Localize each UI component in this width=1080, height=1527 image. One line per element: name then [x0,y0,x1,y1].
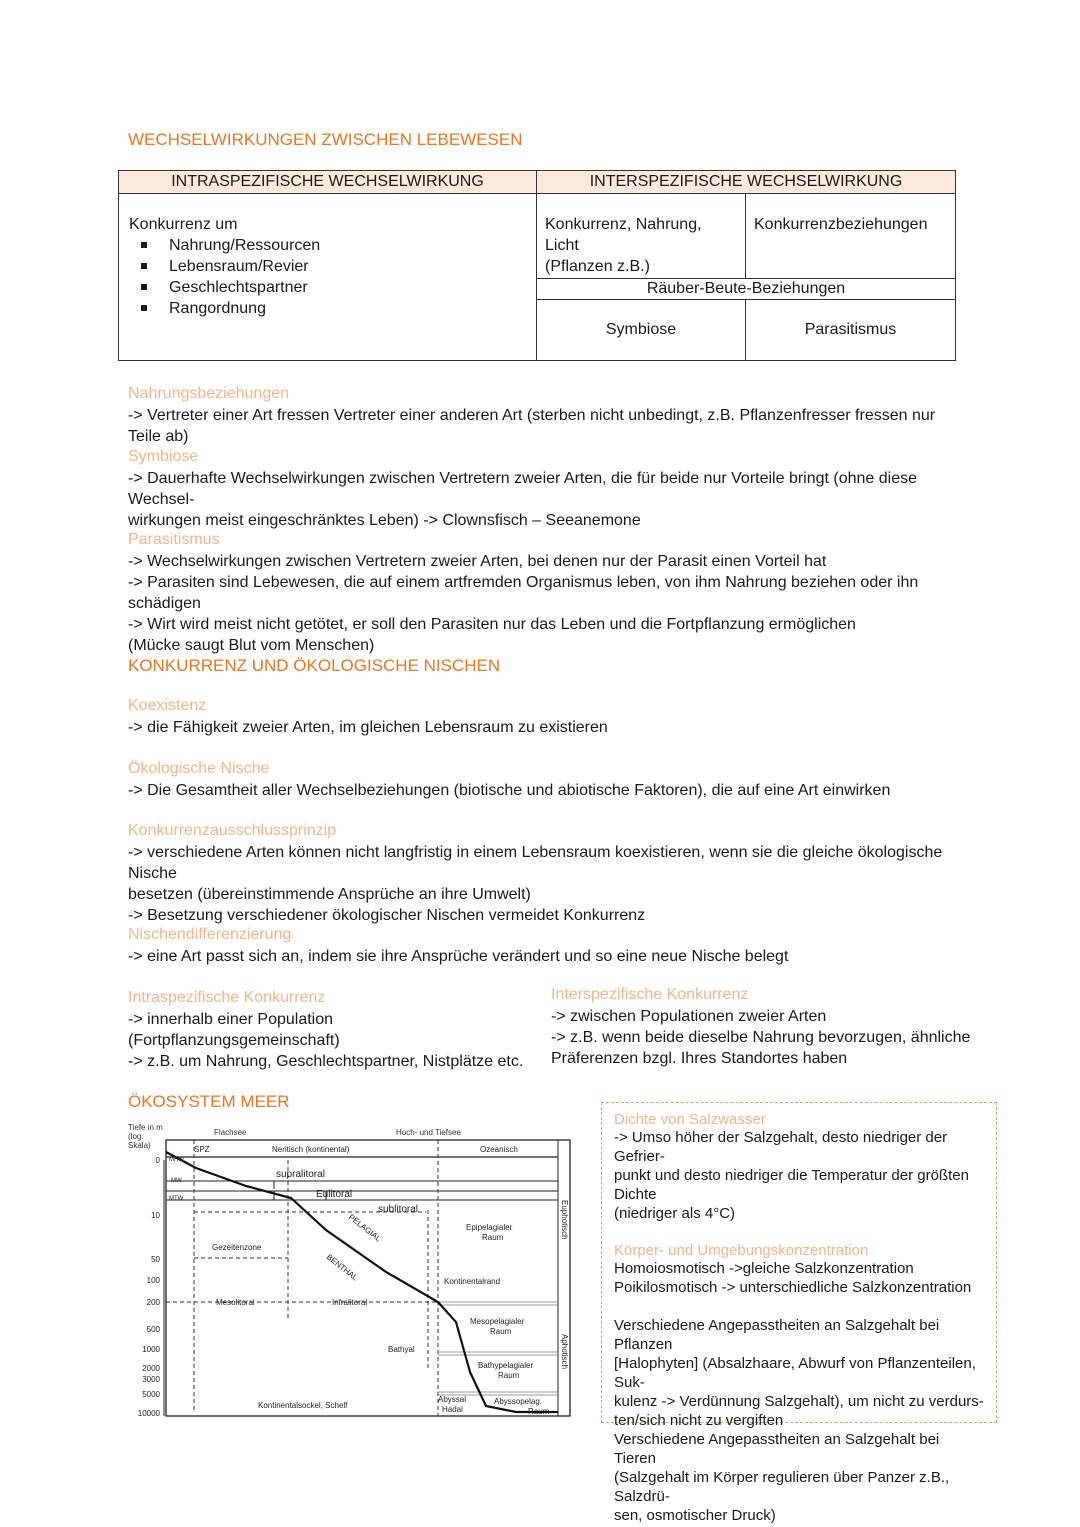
inter-header: INTERSPEZIFISCHE WECHSELWIRKUNG [537,171,956,194]
pelagial-label: PELAGIAL [346,1212,383,1244]
ylabel-2: (log. [128,1132,144,1141]
nahrung-text: -> Vertreter einer Art fressen Vertreter einer anderen Art (sterben nicht unbedingt, z.B. Pflanzenfresser fressen nur Teile ab) [128,407,936,445]
list-item: Lebensraum/Revier [169,256,526,277]
bathyal-label: Bathyal [388,1345,415,1354]
parasitismus-cell: Parasitismus [746,300,956,361]
intra-konkurrenz-title: Intraspezifische Konkurrenz [128,989,326,1006]
flachsee-label: Flachsee [214,1128,247,1137]
eulitoral-label: Eulitoral [316,1189,353,1200]
inter-konkurrenz-cell: Konkurrenz, Nahrung, Licht (Pflanzen z.B.) [537,194,746,279]
supralitoral-label: supralitoral [276,1169,325,1180]
konkurrenz-heading: KONKURRENZ UND ÖKOLOGISCHE NISCHEN [128,656,501,675]
interaction-table [118,170,956,361]
meer-heading: ÖKOSYSTEM MEER [128,1092,290,1111]
nische-title: Ökologische Nische [128,760,270,777]
depth-tick: 50 [151,1255,160,1264]
intra-cell [119,194,537,361]
dichte-text: -> Umso höher der Salzgehalt, desto niedriger der Gefrier- punkt und desto niedriger die Temperatur der größten Dichte (niedriger als 4°C) [614,1129,969,1222]
page-title: WECHSELWIRKUNGEN ZWISCHEN LEBEWESEN [128,130,523,149]
koexistenz-text: -> die Fähigkeit zweier Arten, im gleichen Lebensraum zu existieren [128,719,608,736]
neritisch-label: Neritisch (kontinental) [272,1145,350,1154]
symbiose-title: Symbiose [128,448,199,465]
mhw-label: MHW [169,1157,184,1163]
list-item: Nahrung/Ressourcen [169,235,526,256]
intra-list [129,235,526,319]
depth-tick: 10 [151,1211,160,1220]
dichte-title: Dichte von Salzwasser [614,1111,766,1128]
kap-text: -> verschiedene Arten können nicht langfristig in einem Lebensraum koexistieren, wenn sie die gleiche ökologische Nische besetzen (übereinstimmende Ansprüche an ihre Umwelt) -> Besetzung verschiedener ökologischer Nischen vermeidet Konkurrenz [128,844,943,924]
nische-text: -> Die Gesamtheit aller Wechselbeziehungen (biotische und abiotische Faktoren), die auf eine Art einwirken [128,782,891,799]
spz-label: SPZ [194,1145,210,1154]
bathypelagial-label-2: Raum [498,1371,520,1380]
abyssal-label: Abyssal [438,1395,467,1404]
inter-konkurrenz-text: -> zwischen Populationen zweier Arten -> z.B. wenn beide dieselbe Nahrung bevorzugen, ähnliche Präferenzen bzgl. Ihres Standortes haben [551,1008,971,1067]
intra-intro: Konkurrenz um [129,216,238,233]
depth-tick: 0 [155,1156,160,1165]
schelf-label: Kontinentalsockel, Schelf [258,1401,348,1410]
infralitoral-label: Infralitoral [332,1298,368,1307]
symbiose-cell: Symbiose [537,300,746,361]
inter-konkurrenzbeziehungen-cell: Konkurrenzbeziehungen [746,194,956,279]
ocean-zones-diagram [126,1120,578,1430]
abyssopelag-label-1: Abyssopelag. [494,1397,543,1406]
depth-tick: 5000 [142,1390,160,1399]
mw-label: MW [171,1178,182,1184]
benthal-label: BENTHAL [324,1252,360,1283]
depth-tick: 100 [146,1276,160,1285]
hochtiefsee-label: Hoch- und Tiefsee [396,1128,461,1137]
bathypelagial-label-1: Bathypelagialer [478,1361,534,1370]
nahrung-title: Nahrungsbeziehungen [128,385,290,402]
depth-tick: 1000 [142,1345,160,1354]
mesopelagial-label-2: Raum [490,1327,512,1336]
mesolitoral-label: Mesolitoral [216,1298,255,1307]
ylabel-1: Tiefe in m [128,1123,163,1132]
list-item: Geschlechtspartner [169,277,526,298]
depth-tick: 10000 [137,1409,160,1418]
epipelagial-label-2: Raum [482,1233,504,1242]
sublitoral-label: sublitoral [378,1204,419,1215]
depth-tick: 500 [146,1325,160,1334]
abyssopelag-label-2: Raum [528,1407,550,1416]
parasit-title: Parasitismus [128,531,220,548]
koerper-title: Körper- und Umgebungskonzentration [614,1242,869,1259]
aphotisch-label: Aphotisch [560,1334,569,1370]
nd-text: -> eine Art passt sich an, indem sie ihre Ansprüche verändert und so eine neue Nische belegt [128,948,789,965]
inter-konkurrenz-title: Interspezifische Konkurrenz [551,986,749,1003]
hadal-label: Hadal [442,1405,463,1414]
intra-konkurrenz-text: -> innerhalb einer Population (Fortpflanzungsgemeinschaft) -> z.B. um Nahrung, Geschlechtspartner, Nistplätze etc. [128,1011,524,1070]
ylabel-3: Skala) [128,1141,151,1150]
gezeitenzone-label: Gezeitenzone [212,1243,262,1252]
intra-header: INTRASPEZIFISCHE WECHSELWIRKUNG [119,171,537,194]
raeuber-beute-cell: Räuber-Beute-Beziehungen [537,279,956,300]
kap-title: Konkurrenzausschlussprinzip [128,822,337,839]
kontinentalrand-label: Kontinentalrand [444,1277,501,1286]
anpassung-text: Verschiedene Angepasstheiten an Salzgehalt bei Pflanzen [Halophyten] (Absalzhaare, Abwurf von Pflanzenteilen, Suk- kulenz -> Verdünnung Salzgehalt), um nicht zu verdurs- ten/sich nicht zu vergiften Verschiedene Angepasstheiten an Salzgehalt bei Tieren (Salzgehalt im Körper regulieren über Panzer z.B., Salzdrü- sen, osmotischer Druck) [614,1317,984,1524]
depth-tick: 3000 [142,1375,160,1384]
mesopelagial-label-1: Mesopelagialer [470,1317,525,1326]
mtw-label: MTW [169,1196,184,1202]
euphotisch-label: Euphotisch [560,1200,569,1240]
depth-tick: 2000 [142,1364,160,1373]
koerper-text: Homoiosmotisch ->gleiche Salzkonzentration Poikilosmotisch -> unterschiedliche Salzkonzentration [614,1260,972,1296]
nd-title: Nischendifferenzierung [128,926,292,943]
depth-tick: 200 [146,1298,160,1307]
ozeanisch-label: Ozeanisch [480,1145,518,1154]
salt-water-box [601,1102,997,1524]
epipelagial-label-1: Epipelagialer [466,1223,513,1232]
koexistenz-title: Koexistenz [128,697,207,714]
parasit-text: -> Wechselwirkungen zwischen Vertretern zweier Arten, bei denen nur der Parasit einen Vorteil hat -> Parasiten sind Lebewesen, die auf einem artfremden Organismus leben, von ihm Nahrung beziehen oder ihn schädigen -> Wirt wird meist nicht getötet, er soll den Parasiten nur das Leben und die Fortpflanzung ermöglichen (Mücke saugt Blut vom Menschen) [128,553,919,654]
symbiose-text: -> Dauerhafte Wechselwirkungen zwischen Vertretern zweier Arten, die für beide nur Vorteile bringt (ohne diese Wechsel- wirkungen meist eingeschränktes Leben) -> Clownsfisch – Seeanemone [128,470,918,529]
list-item: Rangordnung [169,298,526,319]
